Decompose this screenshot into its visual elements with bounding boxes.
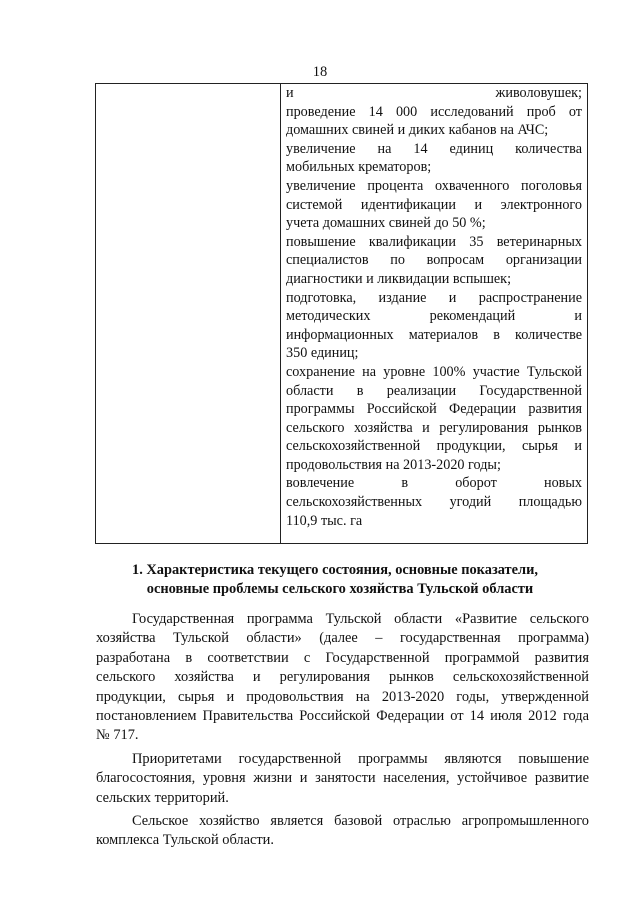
cell-text-line: программы Российской Федерации развития (286, 401, 582, 418)
cell-text-line: диагностики и ликвидации вспышек; (286, 270, 512, 287)
paragraph (96, 610, 589, 746)
cell-text-line: проведение 14 000 исследований проб от (286, 103, 582, 120)
cell-text-line: и живоловушек; (286, 85, 582, 101)
cell-text-line: информационных материалов в количестве (286, 326, 582, 343)
cell-text-line: увеличение процента охваченного поголовья (286, 177, 582, 194)
cell-text-line: повышение квалификации 35 ветеринарных (286, 233, 582, 250)
cell-text-line: мобильных крематоров; (286, 159, 432, 176)
section-heading-line: основные проблемы сельского хозяйства Тульской области (146, 580, 534, 597)
paragraph-line: Сельское хозяйство является базовой отраслью агропромышленного (132, 812, 589, 829)
paragraph-line: хозяйства Тульской области» (далее – государственная программа) (96, 630, 589, 647)
paragraph-line: постановлением Правительства Российской Федерации от 14 июля 2012 года (96, 707, 589, 724)
paragraph-line: продукции, сырья и продовольствия на 2013-2020 годы, утвержденной (96, 688, 589, 705)
paragraph (96, 750, 589, 808)
cell-text-line: учета домашних свиней до 50 %; (286, 215, 486, 232)
cell-text-line: системой идентификации и электронного (286, 196, 582, 213)
table-cell-left (96, 84, 281, 544)
cell-text-line: области в реализации Государственной (286, 382, 582, 399)
paragraph-line: комплекса Тульской области. (96, 832, 274, 849)
paragraph (96, 812, 589, 851)
page-number: 18 (312, 64, 328, 80)
paragraph-line: благосостояния, уровня жизни и занятости населения, устойчивое развитие (96, 770, 589, 787)
paragraph-line: Приоритетами государственной программы являются повышение (132, 750, 589, 767)
paragraph-line: сельского хозяйства и регулирования рынков сельскохозяйственной (96, 669, 589, 686)
table-row (96, 84, 588, 544)
cell-text-line: увеличение на 14 единиц количества (286, 140, 582, 157)
cell-text-line: сохранение на уровне 100% участие Тульской (286, 363, 582, 380)
cell-text-line: методических рекомендаций и (286, 308, 582, 325)
cell-text-line: сельского хозяйства и регулирования рынков (286, 419, 582, 436)
cell-text-line: 350 единиц; (286, 345, 359, 362)
goals-table (95, 83, 588, 544)
section-body (96, 610, 589, 851)
table-cell-right (281, 84, 588, 544)
cell-text-line: продовольствия на 2013-2020 годы; (286, 456, 501, 473)
paragraph-line: № 717. (96, 727, 139, 744)
cell-text-line: сельскохозяйственных угодий площадью (286, 494, 582, 511)
cell-text-line: вовлечение в оборот новых (286, 475, 582, 492)
cell-text-line: подготовка, издание и распространение (286, 289, 582, 306)
cell-text-line: домашних свиней и диких кабанов на АЧС; (286, 122, 549, 139)
paragraph-line: Государственная программа Тульской области «Развитие сельского (132, 611, 589, 627)
cell-text-line: специалистов по вопросам организации (286, 252, 582, 269)
paragraph-line: разработана в соответствии с Государственной программой развития (96, 649, 589, 666)
paragraph-line: сельских территорий. (96, 789, 229, 806)
cell-text-line: 110,9 тыс. га (286, 512, 363, 529)
cell-text-line: сельскохозяйственной продукции, сырья и (286, 438, 582, 455)
section-heading-line: 1. Характеристика текущего состояния, основные показатели, (132, 562, 538, 578)
section-heading (80, 561, 600, 598)
